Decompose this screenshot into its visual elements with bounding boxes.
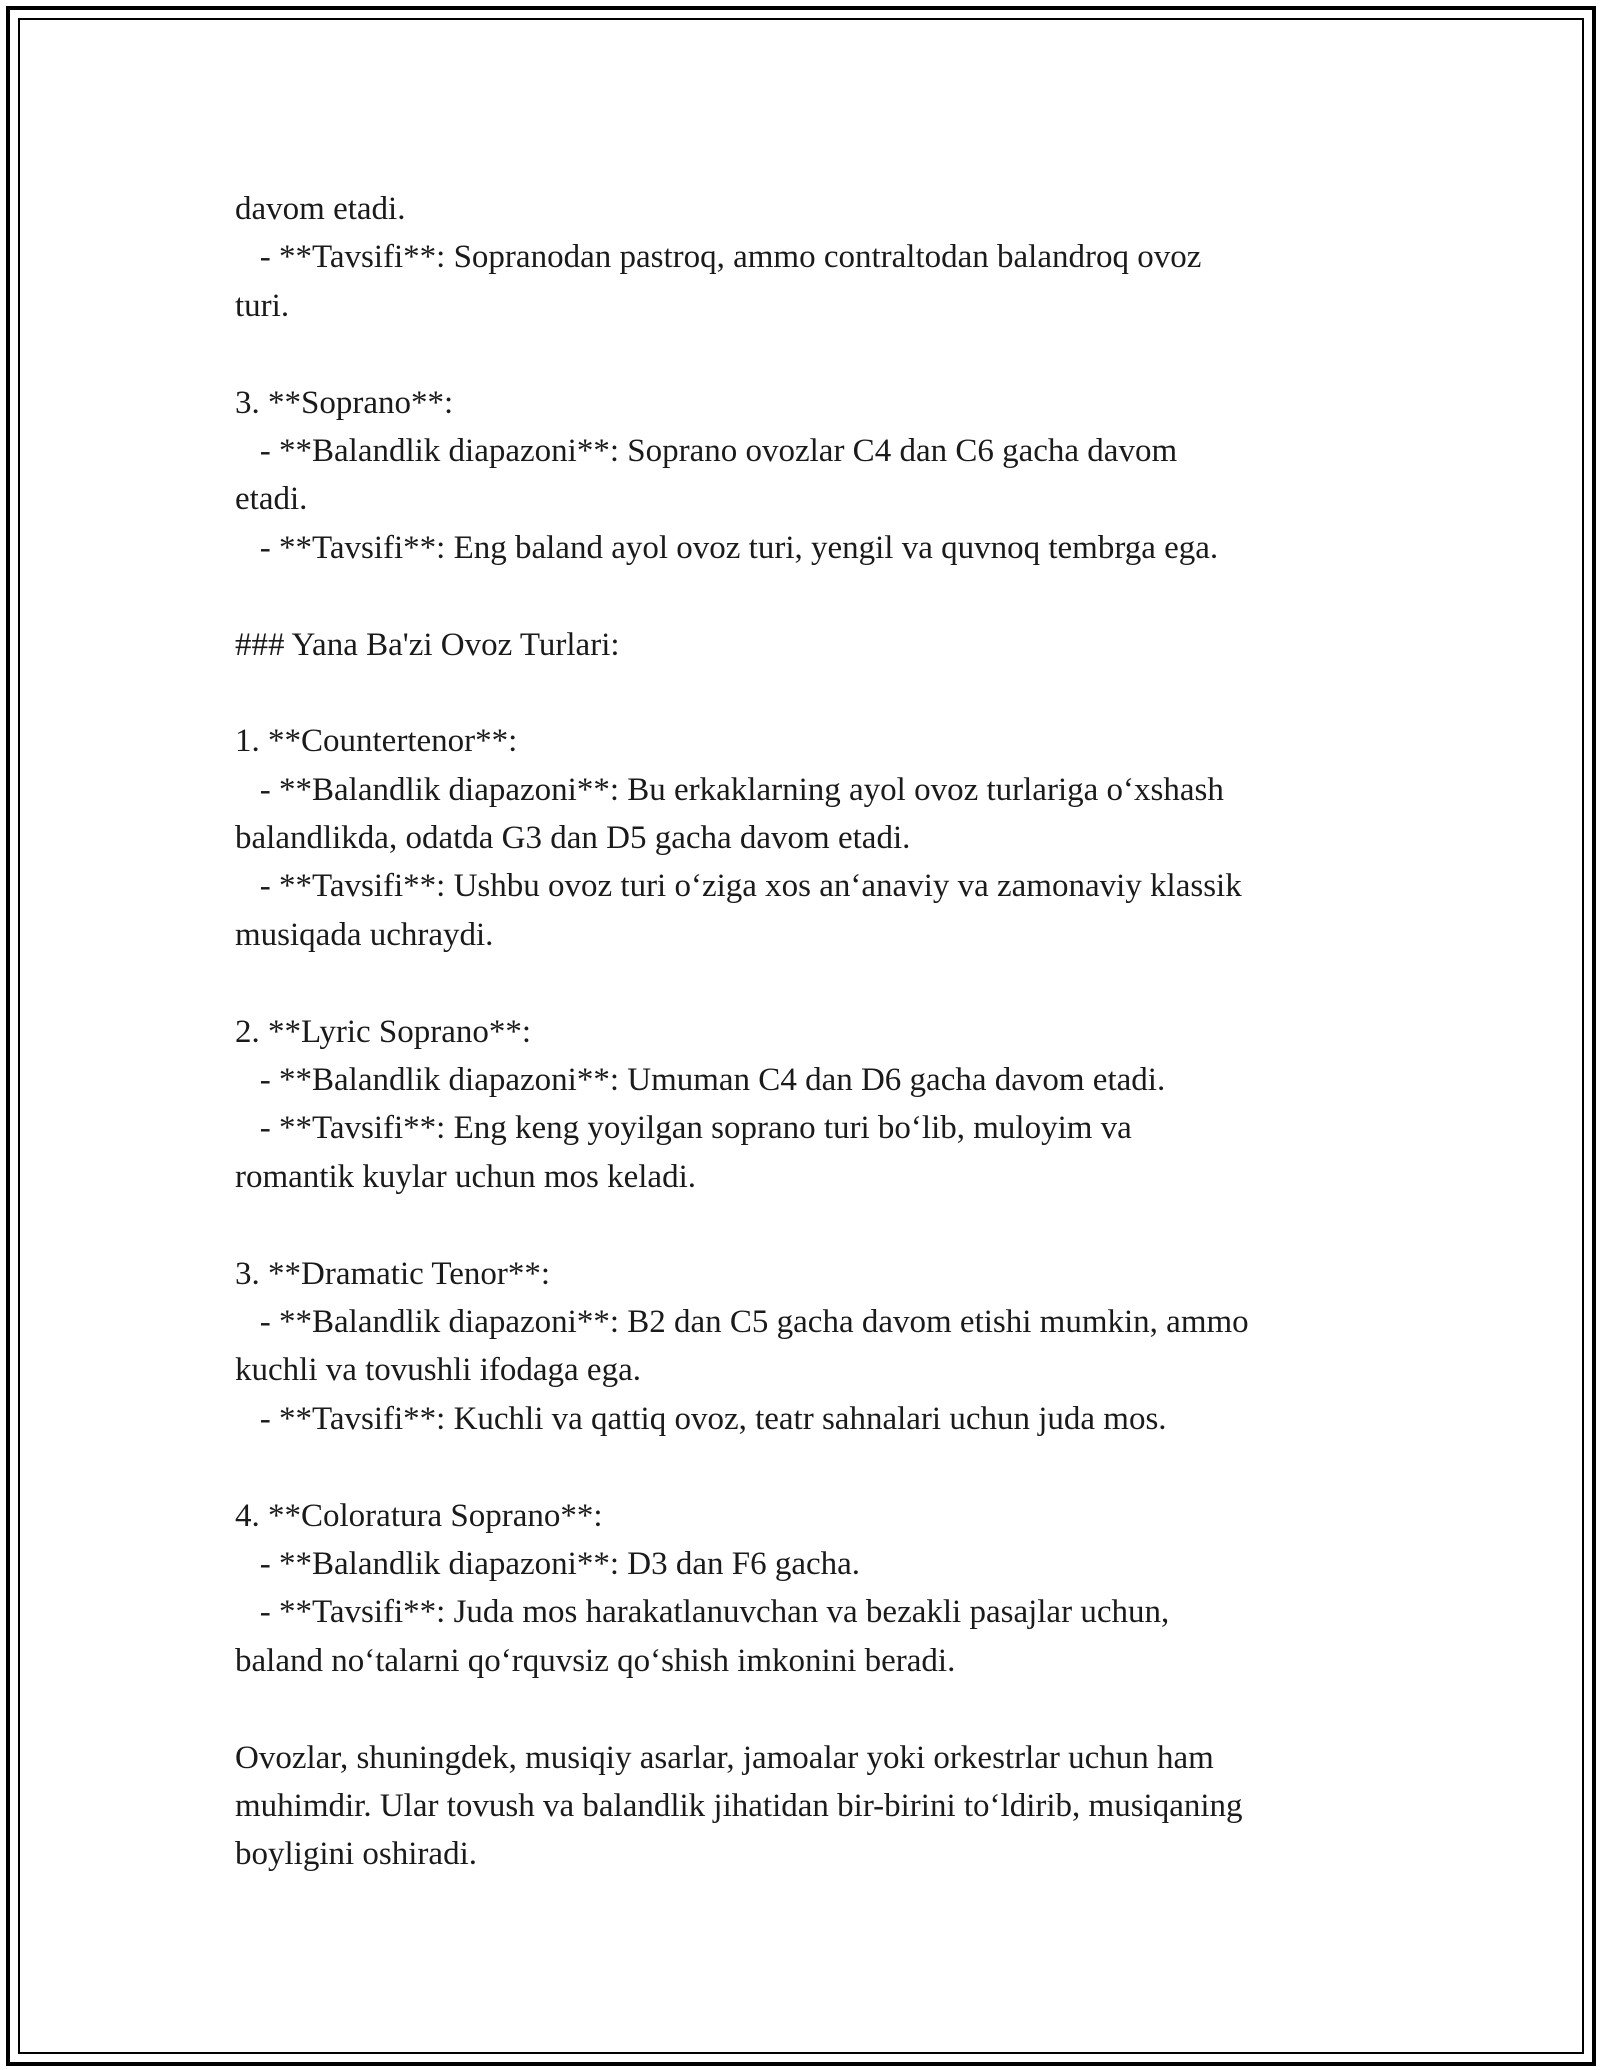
blank-line: [235, 669, 1375, 717]
text-line: turi.: [235, 287, 290, 324]
blank-line: [235, 330, 1375, 378]
closing-paragraph-line: boyligini oshiradi.: [235, 1836, 477, 1873]
text-line: kuchli va tovushli ifodaga ega.: [235, 1352, 641, 1389]
document-body: [235, 185, 1375, 1879]
blank-line: [235, 1685, 1375, 1733]
closing-paragraph-line: muhimdir. Ular tovush va balandlik jihatidan bir-birini to‘ldirib, musiqaning: [235, 1787, 1243, 1824]
text-line: - **Tavsifi**: Eng baland ayol ovoz turi, yengil va quvnoq tembrga ega.: [235, 529, 1219, 566]
section-heading-other-voices: ### Yana Ba'zi Ovoz Turlari:: [235, 626, 620, 663]
text-line: - **Tavsifi**: Ushbu ovoz turi o‘ziga xos an‘anaviy va zamonaviy klassik: [235, 868, 1242, 905]
blank-line: [235, 959, 1375, 1007]
text-line: - **Balandlik diapazoni**: B2 dan C5 gacha davom etishi mumkin, ammo: [235, 1303, 1249, 1340]
text-line: davom etadi.: [235, 191, 406, 227]
section-heading-coloratura-soprano: 4. **Coloratura Soprano**:: [235, 1497, 603, 1534]
text-line: - **Balandlik diapazoni**: Umuman C4 dan D6 gacha davom etadi.: [235, 1062, 1166, 1099]
text-line: balandlikda, odatda G3 dan D5 gacha davom etadi.: [235, 820, 911, 857]
text-line: - **Balandlik diapazoni**: D3 dan F6 gacha.: [235, 1545, 861, 1582]
closing-paragraph-line: Ovozlar, shuningdek, musiqiy asarlar, jamoalar yoki orkestrlar uchun ham: [235, 1739, 1214, 1776]
text-line: etadi.: [235, 481, 308, 518]
text-line: baland no‘talarni qo‘rquvsiz qo‘shish imkonini beradi.: [235, 1642, 956, 1679]
text-line: - **Tavsifi**: Sopranodan pastroq, ammo contraltodan balandroq ovoz: [235, 239, 1202, 276]
text-line: - **Balandlik diapazoni**: Bu erkaklarning ayol ovoz turlariga o‘xshash: [235, 771, 1224, 808]
text-line: - **Tavsifi**: Juda mos harakatlanuvchan va bezakli pasajlar uchun,: [235, 1594, 1170, 1631]
text-line: - **Balandlik diapazoni**: Soprano ovozlar C4 dan C6 gacha davom: [235, 432, 1178, 469]
blank-line: [235, 1443, 1375, 1491]
blank-line: [235, 1201, 1375, 1249]
text-line: romantik kuylar uchun mos keladi.: [235, 1158, 696, 1195]
text-line: musiqada uchraydi.: [235, 916, 494, 953]
blank-line: [235, 572, 1375, 620]
section-heading-soprano: 3. **Soprano**:: [235, 384, 454, 421]
section-heading-countertenor: 1. **Countertenor**:: [235, 723, 518, 760]
text-line: - **Tavsifi**: Eng keng yoyilgan soprano turi bo‘lib, muloyim va: [235, 1110, 1132, 1147]
section-heading-lyric-soprano: 2. **Lyric Soprano**:: [235, 1013, 532, 1050]
section-heading-dramatic-tenor: 3. **Dramatic Tenor**:: [235, 1255, 551, 1292]
text-line: - **Tavsifi**: Kuchli va qattiq ovoz, teatr sahnalari uchun juda mos.: [235, 1400, 1167, 1437]
